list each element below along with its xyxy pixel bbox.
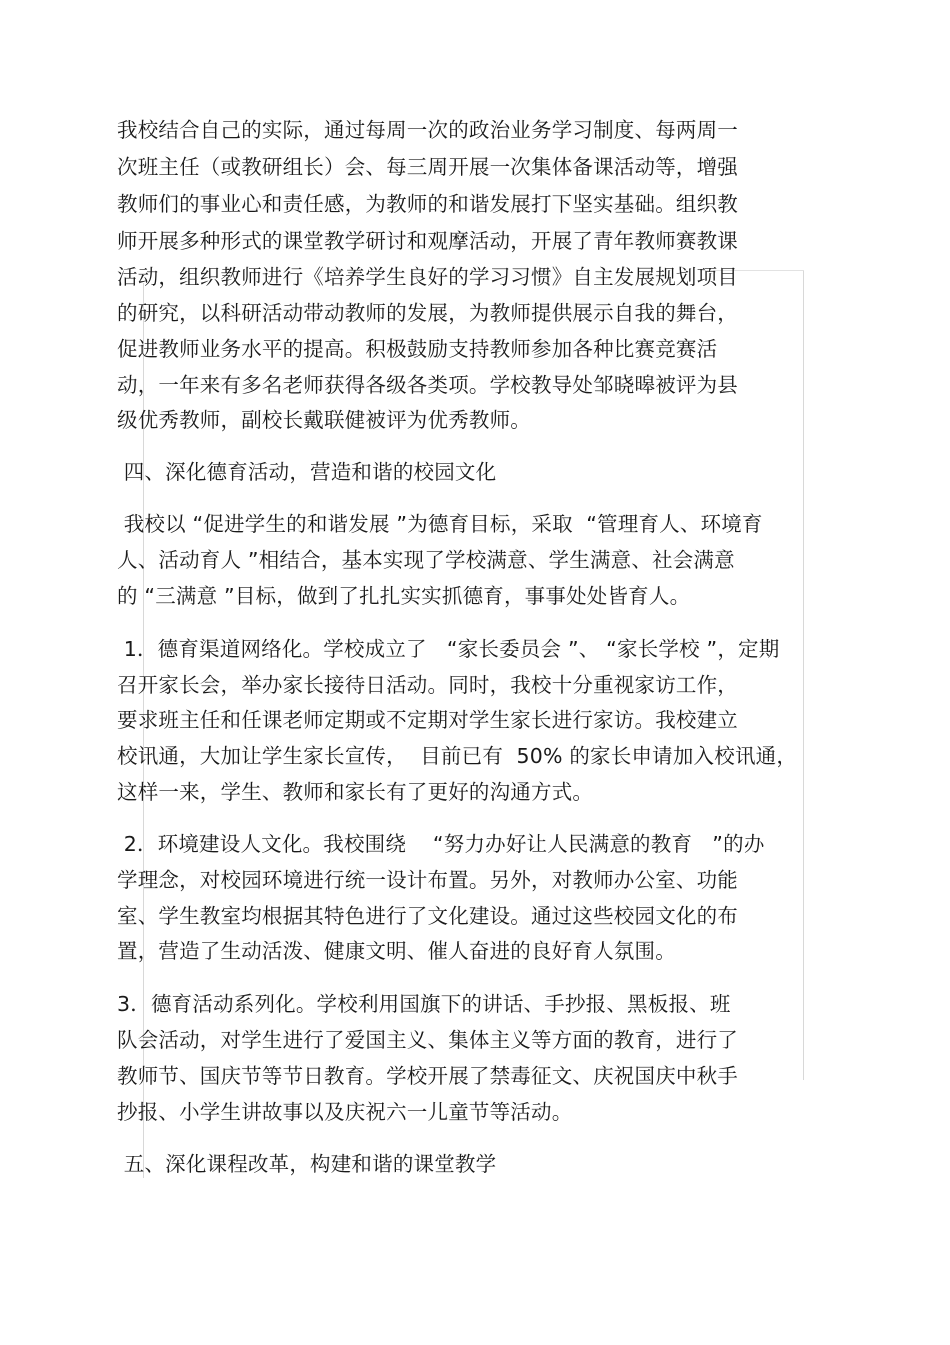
scan-frame-right: [803, 270, 804, 1080]
paragraph-line: 抄报、小学生讲故事以及庆祝六一儿童节等活动。: [117, 1100, 573, 1124]
paragraph-line: 人、活动育人 ”相结合，基本实现了学校满意、学生满意、社会满意: [117, 548, 735, 572]
paragraph-line: 我校结合自己的实际，通过每周一次的政治业务学习制度、每两周一: [117, 118, 738, 142]
paragraph-line: 动，一年来有多名老师获得各级各类项。学校教导处邹晓暤被评为县: [117, 373, 738, 397]
section-heading: 四、深化德育活动，营造和谐的校园文化: [117, 460, 497, 484]
paragraph-line: 室、学生教室均根据其特色进行了文化建设。通过这些校园文化的布: [117, 904, 738, 928]
paragraph-line: 的 “三满意 ”目标，做到了扎扎实实抓德育，事事处处皆育人。: [117, 584, 691, 608]
paragraph-line: 促进教师业务水平的提高。积极鼓励支持教师参加各种比赛竞赛活: [117, 337, 718, 361]
paragraph-line: 2．环境建设人文化。我校围绕 “努力办好让人民满意的教育 ”的办: [117, 832, 765, 856]
paragraph-line: 教师节、国庆节等节日教育。学校开展了禁毒征文、庆祝国庆中秋手: [117, 1064, 738, 1088]
paragraph-line: 师开展多种形式的课堂教学研讨和观摩活动，开展了青年教师赛教课: [117, 229, 738, 253]
paragraph-line: 1．德育渠道网络化。学校成立了 “家长委员会 ”、 “家长学校 ”，定期: [117, 637, 780, 661]
paragraph-line: 次班主任（或教研组长）会、每三周开展一次集体备课活动等，增强: [117, 155, 738, 179]
paragraph-line: 校讯通，大加让学生家长宣传， 目前已有 50% 的家长申请加入校讯通，: [117, 744, 798, 768]
paragraph-line: 学理念，对校园环境进行统一设计布置。另外，对教师办公室、功能: [117, 868, 738, 892]
paragraph-line: 我校以 “促进学生的和谐发展 ”为德育目标，采取 “管理育人、环境育: [117, 512, 763, 536]
paragraph-line: 这样一来，学生、教师和家长有了更好的沟通方式。: [117, 780, 594, 804]
paragraph-line: 置，营造了生动活泼、健康文明、催人奋进的良好育人氛围。: [117, 939, 676, 963]
paragraph-line: 的研究，以科研活动带动教师的发展，为教师提供展示自我的舞台，: [117, 301, 738, 325]
paragraph-line: 召开家长会，举办家长接待日活动。同时，我校十分重视家访工作，: [117, 673, 738, 697]
paragraph-line: 教师们的事业心和责任感，为教师的和谐发展打下坚实基础。组织教: [117, 192, 738, 216]
paragraph-line: 级优秀教师，副校长戴联健被评为优秀教师。: [117, 408, 531, 432]
paragraph-line: 要求班主任和任课老师定期或不定期对学生家长进行家访。我校建立: [117, 708, 738, 732]
paragraph-line: 活动，组织教师进行《培养学生良好的学习习惯》自主发展规划项目: [117, 265, 738, 289]
section-heading: 五、深化课程改革，构建和谐的课堂教学: [117, 1152, 497, 1176]
paragraph-line: 队会活动，对学生进行了爱国主义、集体主义等方面的教育，进行了: [117, 1028, 738, 1052]
paragraph-line: 3．德育活动系列化。学校利用国旗下的讲话、手抄报、黑板报、班: [117, 992, 731, 1016]
